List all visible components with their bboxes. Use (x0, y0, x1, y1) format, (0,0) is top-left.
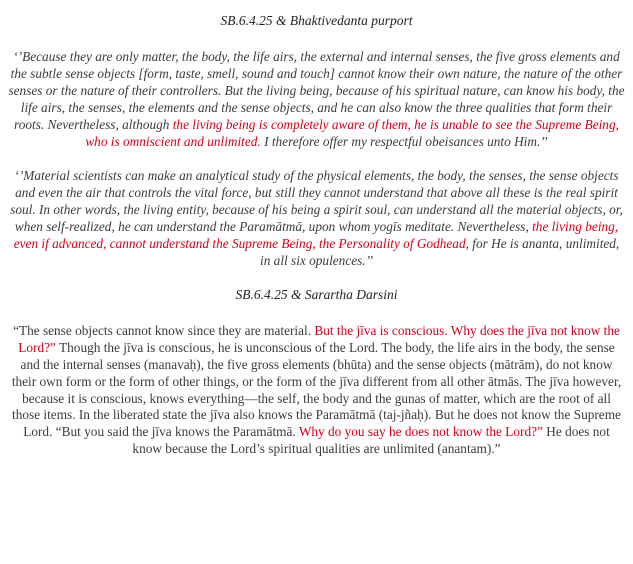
purport-1-text-end: I therefore offer my respectful obeisances unto Him.’’ (260, 133, 548, 149)
commentary-text-1: “The sense objects cannot know since they are material. (13, 322, 315, 338)
commentary-text-2: Though the jīva is conscious, he is unconscious of the Lord. The body, the life airs in the body, the sense and the internal senses (manavaḥ), the five gross elements (bhūta) and the sense objects (mātrām), do not know their own form or the form of other things, or the form of the jīva different from all other ātmās. The jīva however, because it is conscious, knows everything—the self, the body and the gunas of matter, which are the root of all those items. In the liberated state the jīva also knows the Paramātmā (taj-jñaḥ). But he does not know the Supreme Lord. “But you said the jīva knows the Paramātmā. (11, 339, 622, 440)
section-heading-bhaktivedanta: SB.6.4.25 & Bhaktivedanta purport (220, 13, 413, 28)
section-heading-sarartha-darsini: SB.6.4.25 & Sarartha Darsini (235, 286, 398, 302)
purport-paragraph-1 (8, 49, 625, 150)
purport-2-text: ‘’Material scientists can make an analytical study of the physical elements, the body, the senses, the sense objects and even the air that controls the vital force, but still they cannot understand that above all these is the real spirit soul. In other words, the living entity, because of his being a spirit soul, can understand all the material objects, or, when self-realized, he can understand the Paramātmā, upon whom yogīs meditate. Nevertheless, (10, 168, 623, 235)
purport-1-text: ‘’Because they are only matter, the body, the life airs, the external and internal senses, the five gross elements and the subtle sense objects [form, taste, smell, sound and touch] cannot know their own nature, the nature of the other senses or the nature of their controllers. But the living being, because of his spiritual nature, can know his body, the life airs, the senses, the elements and the sense objects, and he can also know the three qualities that form their roots. Nevertheless, although (8, 49, 625, 132)
purport-2-text-end: , for He is ananta, unlimited, in all six opulences.’’ (260, 236, 620, 268)
commentary-highlight-2: Why do you say he does not know the Lord?” (298, 424, 543, 440)
purport-2-highlight: the living being, even if advanced, cannot understand the Supreme Being, the Personality of Godhead (13, 219, 619, 252)
commentary-highlight-1: But the jīva is conscious. Why does the jīva not know the Lord?” (18, 322, 620, 355)
purport-1-highlight: the living being is completely aware of them, he is unable to see the Supreme Being, who is omniscient and unlimited. (85, 116, 619, 149)
purport-paragraph-2 (8, 168, 625, 269)
commentary-paragraph (8, 323, 625, 458)
commentary-text-3: He does not know because the Lord’s spiritual qualities are unlimited (anantam).” (132, 424, 610, 457)
